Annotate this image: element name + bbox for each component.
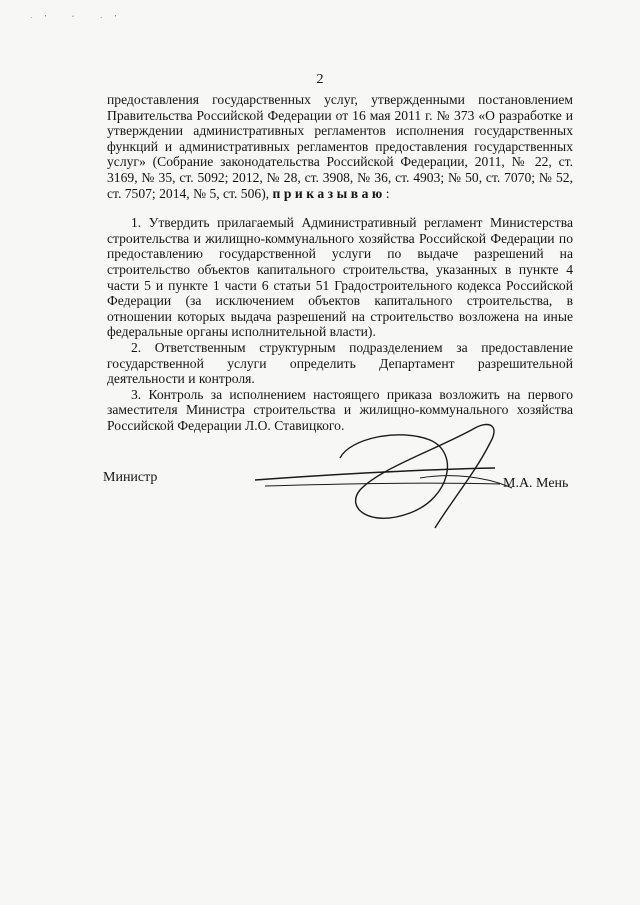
order-item-3: 3. Контроль за исполнением настоящего приказа возложить на первого заместителя Министра строительства и жилищно-коммунального хозяйства Российской Федерации Л.О. Ставицкого. [107, 386, 573, 433]
order-item-1: 1. Утвердить прилагаемый Административный регламент Министерства строительства и жилищно-коммунального хозяйства Российской Федерации по предоставлению государственной услуги по выдаче разрешений на строительство объектов капитального строительства, указанных в пункте 4 части 5 и пункте 1 части 6 статьи 51 Градостроительного кодекса Российской Федерации (за исключением объектов капитального строительства, в отношении которых выдача разрешений на строительство возложена на иные федеральные органы исполнительной власти). [107, 215, 573, 340]
preamble-text: предоставления государственных услуг, утвержденными постановлением Правительства Российской Федерации от 16 мая 2011 г. № 373 «О разработке и утверждении административных регламентов исполнения государственных функций и административных регламентов предоставления государственных услуг» (Собрание законодательства Российской Федерации, 2011, № 22, ст. 3169, № 35, ст. 5092; 2012, № 28, ст. 3908, № 36, ст. 4903; № 50, ст. 7070; № 52, ст. 7507; 2014, № 5, ст. 506), [107, 92, 573, 201]
handwritten-signature [250, 418, 520, 548]
preamble-colon: : [385, 185, 390, 201]
page-number: 2 [316, 72, 324, 87]
signatory-title: Министр [103, 470, 158, 485]
signature-stroke-loop [340, 424, 494, 528]
preamble-paragraph [107, 92, 573, 201]
document-body [107, 92, 573, 433]
scan-marks: ·’ ‘ ·’ [30, 14, 129, 22]
signatory-name: М.А. Мень [503, 476, 569, 491]
order-word: приказываю [272, 185, 386, 201]
order-item-2: 2. Ответственным структурным подразделением за предоставление государственной услуги определить Департамент разрешительной деятельности и контроля. [107, 339, 573, 387]
